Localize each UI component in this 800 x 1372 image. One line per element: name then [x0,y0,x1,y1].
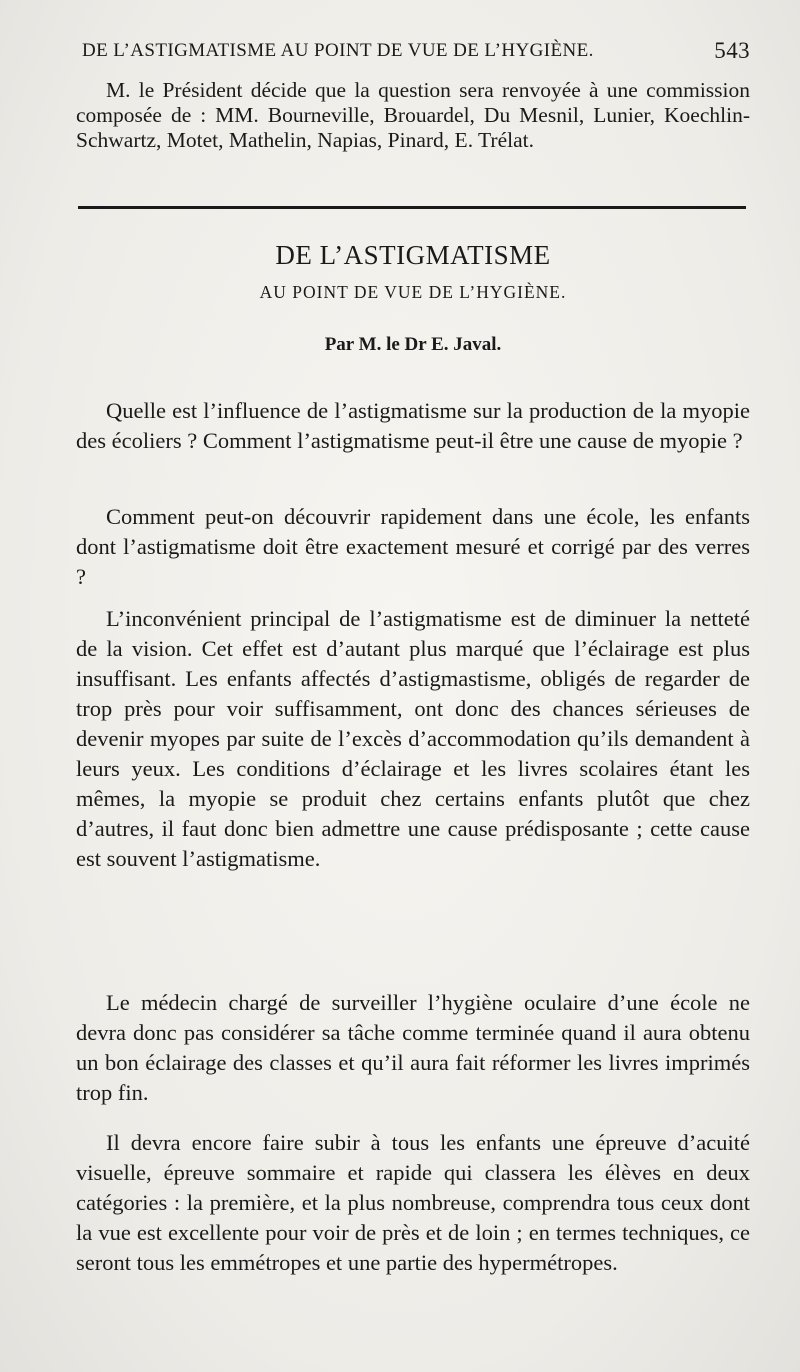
section-divider [78,206,746,209]
body-paragraph-5: Il devra encore faire subir à tous les enfants une épreuve d’acuité visuelle, épreuve sommaire et rapide qui classera les élèves en deux catégories : la première, et la plus nombreuse, comprendra tous ceux dont la vue est excellente pour voir de près et de loin ; en termes techniques, ce seront tous les emmétropes et une partie des hypermétropes. [76,1130,750,1275]
page-number: 543 [714,38,750,63]
body-paragraph-3: L’inconvénient principal de l’astigmatisme est de diminuer la netteté de la vision. Cet effet est d’autant plus marqué que l’éclairage est plus insuffisant. Les enfants affectés d’astigmastisme, obligés de regarder de trop près pour voir suffisamment, ont donc des chances sérieuses de devenir myopes par suite de l’excès d’accommodation qu’ils demandent à leurs yeux. Les conditions d’éclairage et les livres scolaires étant les mêmes, la myopie se produit chez certains enfants plutôt que chez d’autres, il faut donc bien admettre une cause prédisposante ; cette cause est souvent l’astigmatisme. [76,606,750,871]
article-title: DE L’ASTIGMATISME [275,240,551,270]
intro-paragraph: M. le Président décide que la question sera renvoyée à une commission composée de : MM. Bourneville, Brouardel, Du Mesnil, Lunier, Koechlin-Schwartz, Motet, Mathelin, Napias, Pinard, E. Trélat. [76,78,750,152]
body-paragraph-1: Quelle est l’influence de l’astigmatisme sur la production de la myopie des écoliers ? Comment l’astigmatisme peut-il être une cause de myopie ? [76,398,750,453]
article-subtitle: AU POINT DE VUE DE L’HYGIÈNE. [259,282,567,302]
body-paragraph-4: Le médecin chargé de surveiller l’hygiène oculaire d’une école ne devra donc pas considérer sa tâche comme terminée quand il aura obtenu un bon éclairage des classes et qu’il aura fait réformer les livres imprimés trop fin. [76,990,750,1105]
running-header [78,38,750,72]
article-byline: Par M. le Dr E. Javal. [324,334,502,355]
body-paragraph-2: Comment peut-on découvrir rapidement dans une école, les enfants dont l’astigmatisme doit être exactement mesuré et corrigé par des verres ? [76,504,750,589]
running-header-title: DE L’ASTIGMATISME AU POINT DE VUE DE L’HYGIÈNE. [82,40,594,61]
